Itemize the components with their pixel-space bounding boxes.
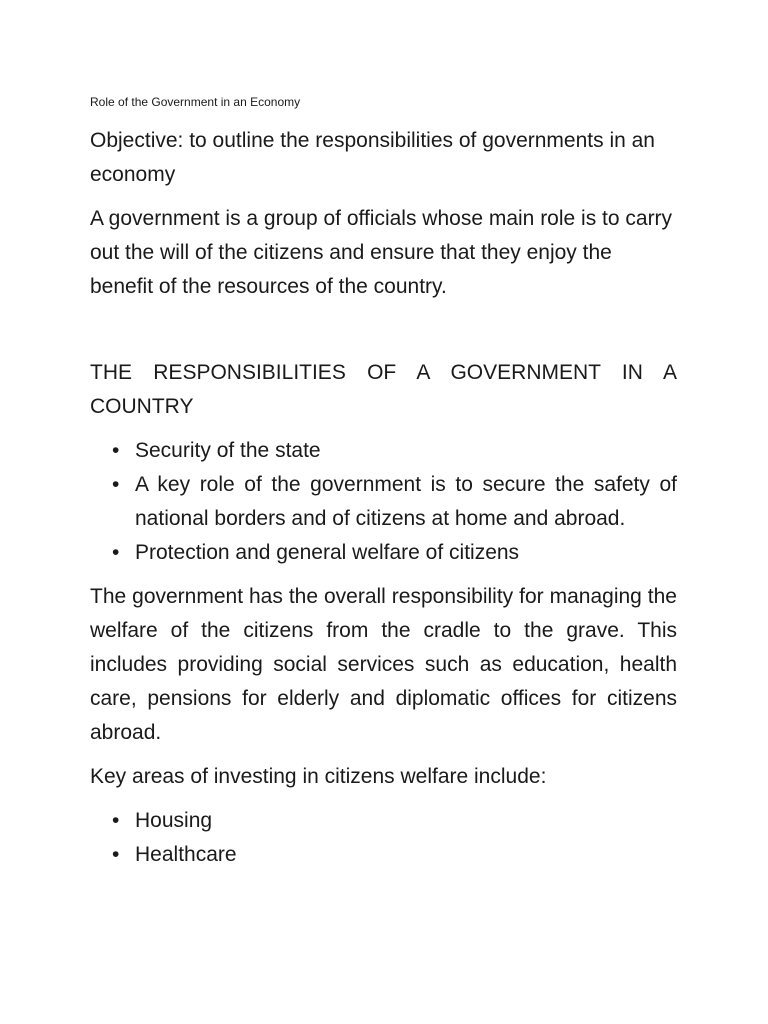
key-areas-intro: Key areas of investing in citizens welfare include: (90, 765, 547, 788)
list-item (90, 804, 677, 838)
welfare-paragraph: The government has the overall responsibility for managing the welfare of the citizens from the cradle to the grave. This includes providing social services such as education, health care, pensions for elderly and diplomatic offices for citizens abroad. (90, 585, 677, 744)
document-title: Role of the Government in an Economy (90, 95, 301, 109)
bullet-icon: • (112, 439, 120, 462)
list-item-text: A key role of the government is to secure the safety of national borders and of citizens at home and abroad. (135, 473, 677, 530)
list-item (90, 434, 677, 468)
objective-paragraph: Objective: to outline the responsibilities of governments in an economy (90, 129, 655, 186)
list-item (90, 838, 677, 872)
list-item-text: Healthcare (135, 843, 237, 866)
bullet-icon: • (112, 809, 120, 832)
section-heading: THE RESPONSIBILITIES OF A GOVERNMENT IN A COUNTRY (90, 361, 677, 418)
bullet-icon: • (112, 843, 120, 866)
responsibilities-list (90, 434, 677, 570)
list-item-text: Protection and general welfare of citizens (135, 541, 520, 564)
document-page (90, 94, 677, 882)
bullet-icon: • (112, 473, 120, 496)
list-item-text: Security of the state (135, 439, 321, 462)
key-areas-list (90, 804, 677, 872)
list-item (90, 468, 677, 536)
list-item-text: Housing (135, 809, 213, 832)
definition-paragraph: A government is a group of officials whose main role is to carry out the will of the citizens and ensure that they enjoy the benefit of the resources of the country. (90, 207, 673, 298)
bullet-icon: • (112, 541, 120, 564)
list-item (90, 536, 677, 570)
